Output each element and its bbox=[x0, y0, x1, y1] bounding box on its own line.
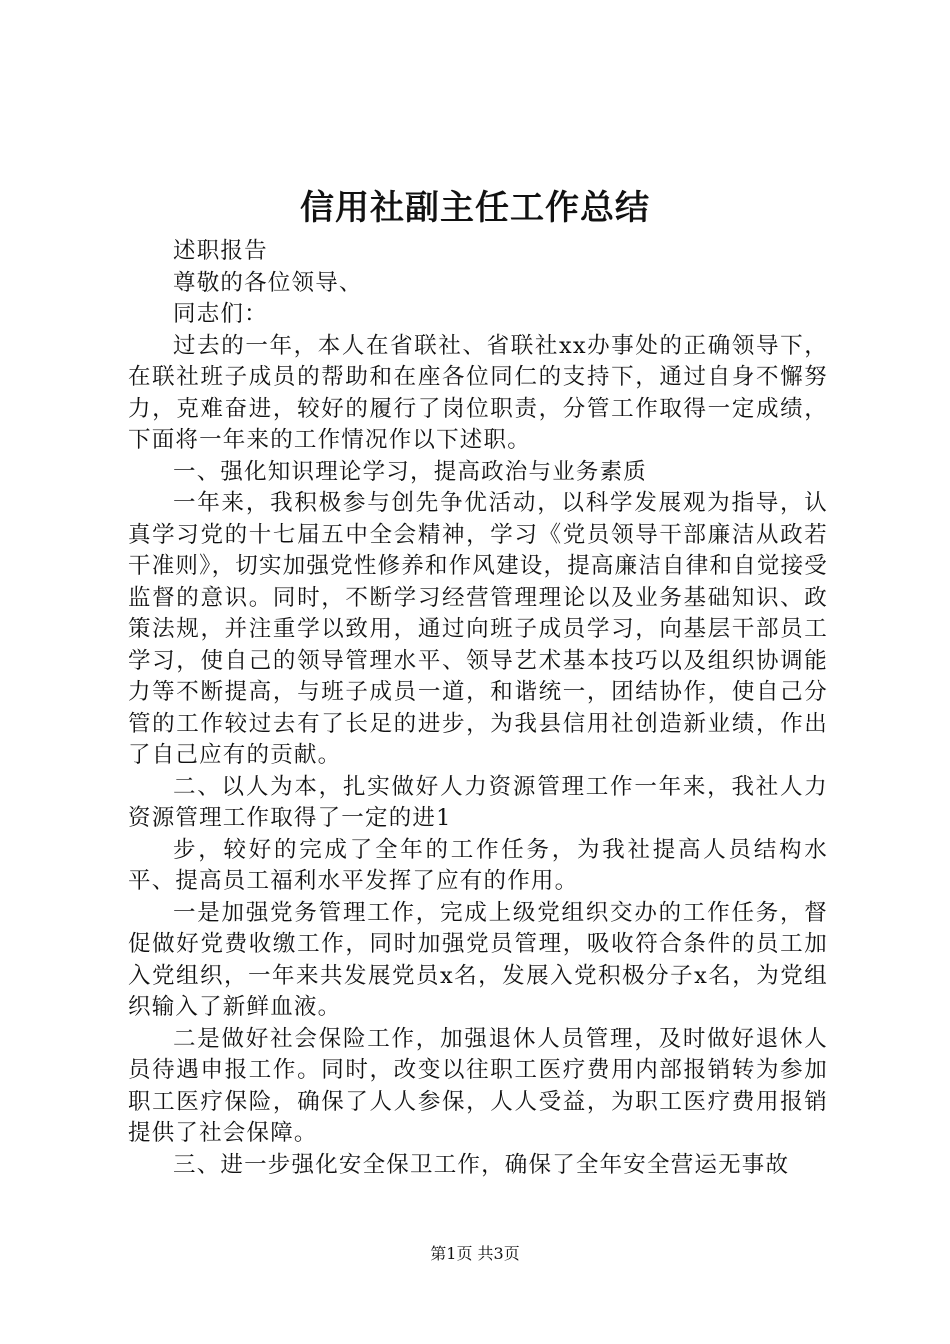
paragraph: 二是做好社会保险工作，加强退休人员管理，及时做好退休人员待遇申报工作。同时，改变以往职工医疗费用内部报销转为参加职工医疗保险，确保了人人参保，人人受益，为职工医疗费用报销提供了社会保障。 bbox=[128, 1025, 828, 1146]
paragraph: 尊敬的各位领导、 bbox=[173, 269, 363, 296]
section-heading: 一、强化知识理论学习，提高政治与业务素质 bbox=[173, 458, 648, 485]
paragraph: 一是加强党务管理工作，完成上级党组织交办的工作任务，督促做好党费收缴工作，同时加强党员管理，吸收符合条件的员工加入党组织，一年来共发展党员x名，发展入党积极分子x名，为党组织输入了新鲜血液。 bbox=[128, 899, 828, 1020]
paragraph: 述职报告 bbox=[173, 238, 268, 264]
paragraph: 一年来，我积极参与创先争优活动，以科学发展观为指导，认真学习党的十七届五中全会精神，学习《党员领导干部廉洁从政若干准则》，切实加强党性修养和作风建设，提高廉洁自律和自觉接受监督的意识。同时，不断学习经营管理理论以及业务基础知识、政策法规，并注重学以致用，通过向班子成员学习，向基层干部员工学习，使自己的领导管理水平、领导艺术基本技巧以及组织协调能力等不断提高，与班子成员一道，和谐统一，团结协作，使自己分管的工作较过去有了长足的进步，为我县信用社创造新业绩，作出了自己应有的贡献。 bbox=[128, 490, 828, 768]
document-title: 信用社副主任工作总结 bbox=[300, 188, 650, 228]
paragraph: 步，较好的完成了全年的工作任务，为我社提高人员结构水平、提高员工福利水平发挥了应有的作用。 bbox=[128, 836, 828, 894]
page-number-footer: 第1页 共3页 bbox=[430, 1244, 520, 1263]
section-heading: 三、进一步强化安全保卫工作，确保了全年安全营运无事故 bbox=[173, 1151, 790, 1178]
section-heading: 二、以人为本，扎实做好人力资源管理工作一年来，我社人力资源管理工作取得了一定的进1 bbox=[128, 773, 828, 831]
paragraph: 过去的一年，本人在省联社、省联社xx办事处的正确领导下，在联社班子成员的帮助和在座各位同仁的支持下，通过自身不懈努力，克难奋进，较好的履行了岗位职责，分管工作取得一定成绩，下面将一年来的工作情况作以下述职。 bbox=[128, 332, 828, 453]
document-body bbox=[128, 236, 828, 1181]
paragraph: 同志们： bbox=[173, 301, 268, 327]
